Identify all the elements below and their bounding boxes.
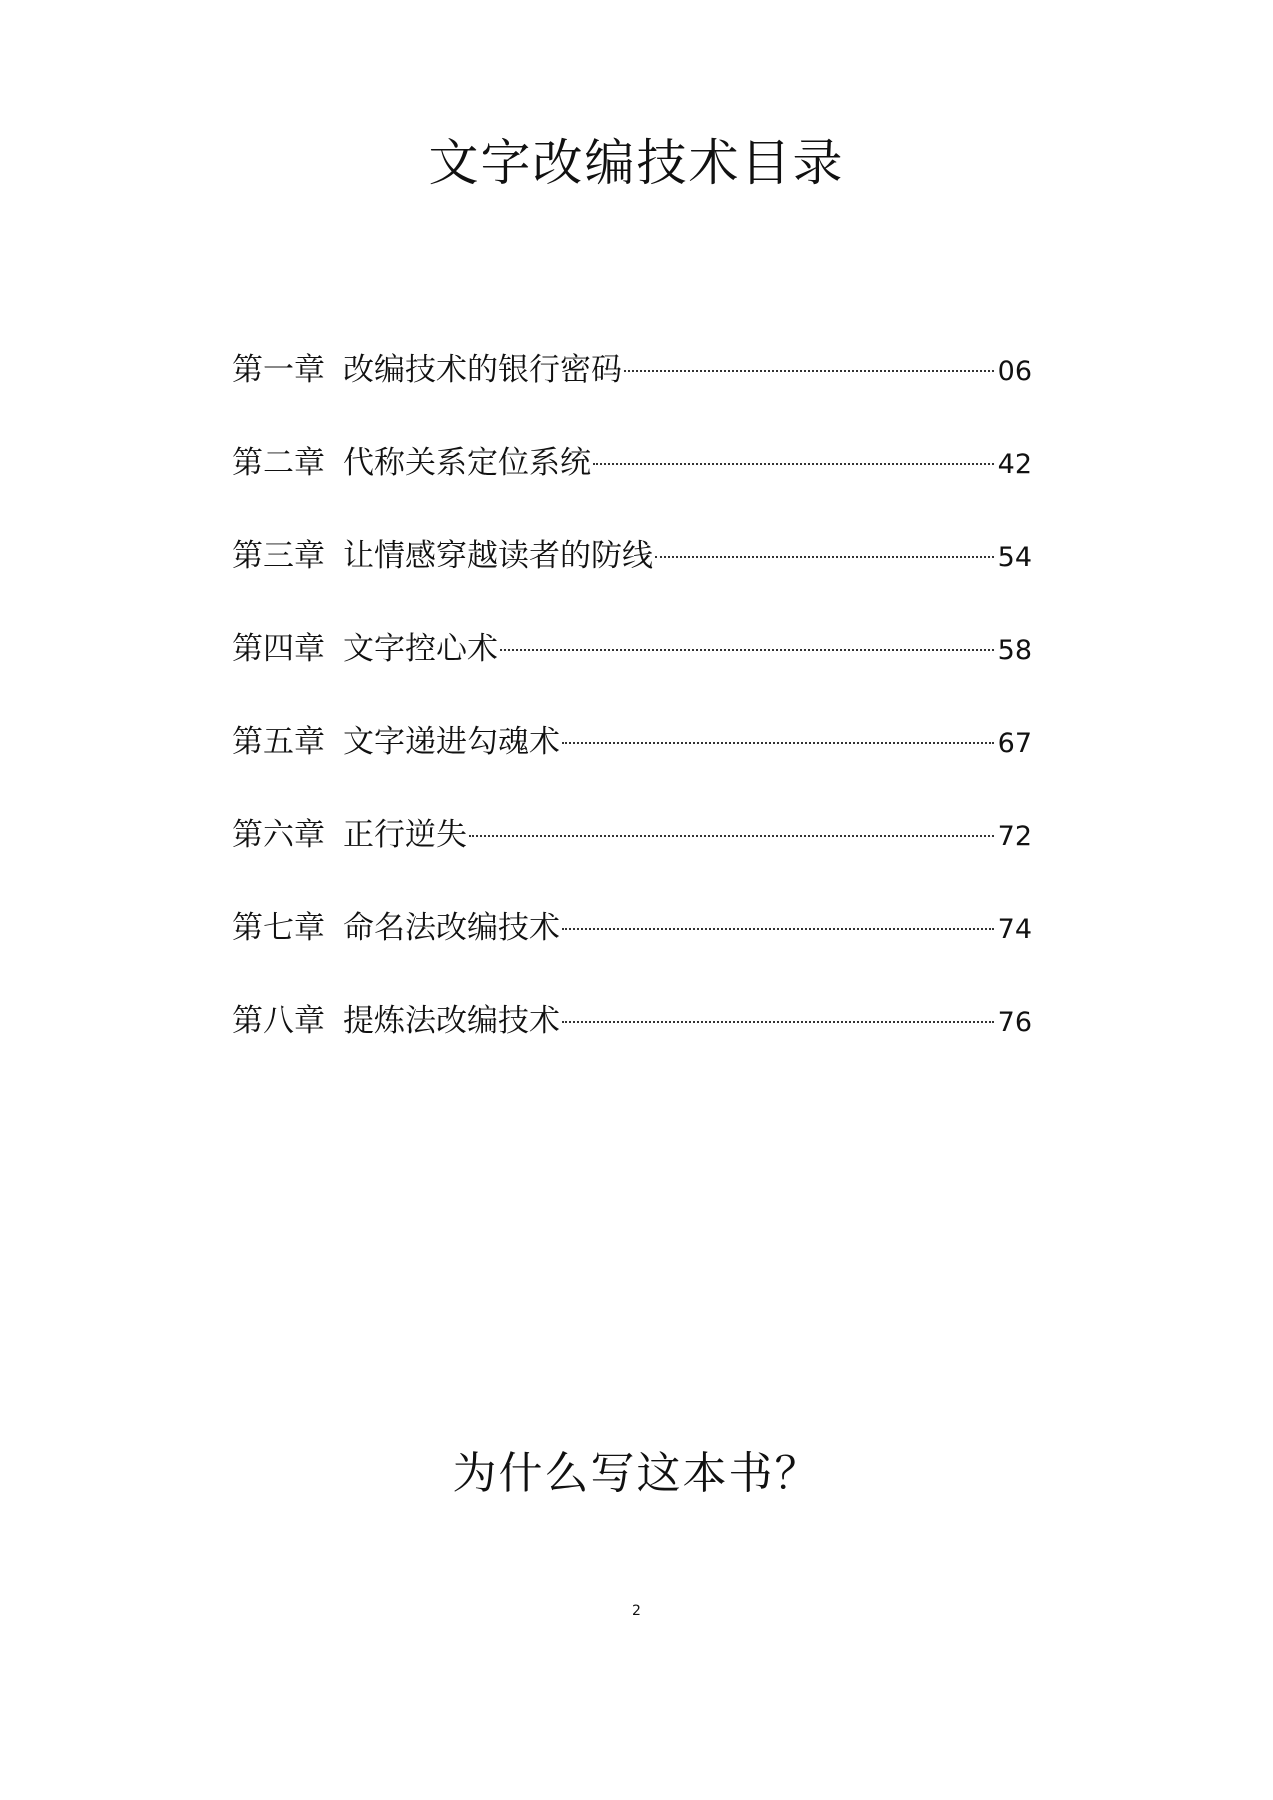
dot-leader: [655, 556, 994, 558]
dot-leader: [469, 835, 994, 837]
chapter-page-number: 67: [997, 728, 1032, 759]
toc-entry: [232, 526, 1032, 619]
chapter-page-number: 06: [997, 356, 1032, 387]
chapter-page-number: 72: [997, 821, 1032, 852]
toc-entry: [232, 898, 1032, 991]
dot-leader: [500, 649, 994, 651]
page-title: 文字改编技术目录: [428, 134, 845, 192]
chapter-number: 第四章: [232, 631, 325, 667]
dot-leader: [562, 742, 994, 744]
toc-entry: [232, 712, 1032, 805]
chapter-title: 文字递进勾魂术: [343, 724, 560, 760]
chapter-page-number: 74: [997, 914, 1032, 945]
chapter-number: 第五章: [232, 724, 325, 760]
chapter-title: 改编技术的银行密码: [343, 352, 622, 388]
chapter-title: 提炼法改编技术: [343, 1003, 560, 1039]
page-number: 2: [632, 1603, 641, 1619]
chapter-title: 文字控心术: [343, 631, 498, 667]
toc-entry: [232, 619, 1032, 712]
dot-leader: [624, 370, 994, 372]
chapter-number: 第八章: [232, 1003, 325, 1039]
dot-leader: [562, 928, 994, 930]
chapter-number: 第二章: [232, 445, 325, 481]
toc-entry: [232, 433, 1032, 526]
chapter-title: 让情感穿越读者的防线: [343, 538, 653, 574]
toc-entry: [232, 805, 1032, 898]
chapter-page-number: 54: [997, 542, 1032, 573]
toc-entry: [232, 340, 1032, 433]
chapter-page-number: 42: [997, 449, 1032, 480]
section-heading: 为什么写这本书？: [452, 1448, 821, 1499]
chapter-title: 命名法改编技术: [343, 910, 560, 946]
chapter-title: 正行逆失: [343, 817, 467, 853]
toc-entry: [232, 991, 1032, 1084]
chapter-page-number: 76: [997, 1007, 1032, 1038]
chapter-number: 第一章: [232, 352, 325, 388]
chapter-number: 第三章: [232, 538, 325, 574]
chapter-number: 第七章: [232, 910, 325, 946]
dot-leader: [562, 1021, 994, 1023]
dot-leader: [593, 463, 994, 465]
chapter-page-number: 58: [997, 635, 1032, 666]
chapter-number: 第六章: [232, 817, 325, 853]
chapter-title: 代称关系定位系统: [343, 445, 591, 481]
table-of-contents: [232, 340, 1032, 1084]
